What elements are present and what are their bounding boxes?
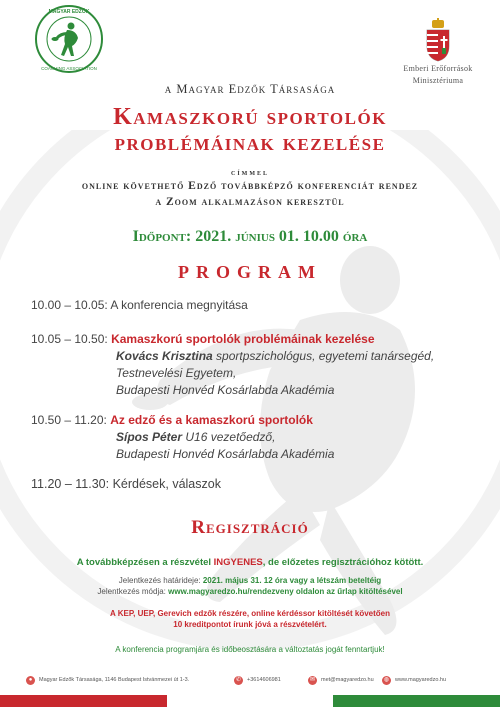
title-line2: problémáinak kezelése	[114, 130, 386, 156]
registration-intro-text: A továbbképzésen a részvétel	[76, 557, 214, 568]
organizer: a Magyar Edzők Társasága	[164, 82, 336, 96]
program-time: 11.20 – 11.30:	[31, 477, 110, 491]
bar-white	[167, 695, 334, 707]
program-time: 10.05 – 10.50:	[31, 332, 108, 346]
discus-thrower-watermark	[0, 130, 500, 690]
change-disclaimer: A konferencia programjára és időbeosztására a változtatás jogát fenntartjuk!	[115, 645, 385, 654]
met-logo-icon	[34, 4, 104, 74]
speaker-detail: Testnevelési Egyetem,	[116, 366, 237, 380]
registration-deadline	[0, 576, 500, 585]
mode-label: Jelentkezés módja:	[97, 587, 166, 596]
email-icon: ✉	[309, 676, 316, 683]
subtitle-line2: a Zoom alkalmazáson keresztül	[155, 196, 345, 208]
cimmel-label: címmel	[231, 167, 269, 177]
ministry-name-line1: Emberi Erőforrások	[403, 64, 473, 73]
registration-intro-text: , de előzetes regisztrációhoz kötött.	[262, 557, 424, 568]
coat-of-arms-icon	[425, 18, 451, 62]
address-text: Magyar Edzők Társasága, 1146 Budapest Istvánmezei út 1-3.	[39, 677, 190, 683]
footer-web[interactable]	[382, 673, 446, 687]
ministry-name-line2: Minisztériuma	[412, 76, 464, 85]
registration-mode	[0, 587, 500, 596]
program-title: Kérdések, válaszok	[112, 477, 221, 491]
globe-icon: ◍	[383, 676, 390, 683]
footer-phone[interactable]	[234, 673, 281, 687]
tricolor-bar	[0, 695, 500, 707]
registration-link[interactable]: www.magyaredzo.hu/rendezveny oldalon az űrlap kitöltésével	[168, 587, 403, 596]
speaker-detail: Budapesti Honvéd Kosárlabda Akadémia	[116, 383, 335, 397]
registration-intro	[0, 557, 500, 568]
ministry-logo	[398, 18, 478, 88]
program-title: A konferencia megnyitása	[110, 298, 248, 312]
program-item	[31, 331, 434, 399]
program-item	[31, 412, 334, 463]
svg-text:MAGYAR EDZŐK: MAGYAR EDZŐK	[48, 9, 90, 15]
program-heading: PROGRAM	[178, 262, 322, 282]
phone-text[interactable]: +3614606981	[247, 677, 281, 683]
web-text[interactable]: www.magyaredzo.hu	[395, 677, 447, 683]
speaker-detail: sportpszichológus, egyetemi tanársegéd,	[216, 349, 435, 363]
program-time: 10.50 – 11.20:	[31, 413, 107, 427]
program-title: Az edző és a kamaszkorú sportolók	[110, 413, 313, 427]
program-item	[31, 297, 248, 314]
registration-heading: Regisztráció	[191, 517, 309, 538]
title-line1: Kamaszkorú sportolók	[113, 104, 387, 130]
program-item	[31, 476, 221, 493]
program-time: 10.00 – 10.05:	[31, 298, 108, 312]
speaker-detail: Budapesti Honvéd Kosárlabda Akadémia	[116, 447, 335, 461]
met-logo	[34, 4, 104, 74]
deadline-label: Jelentkezés határideje:	[118, 576, 201, 585]
speaker-detail: U16 vezetőedző,	[185, 430, 276, 444]
footer	[26, 673, 486, 687]
credit-note-line1: A KEP, UEP, Gerevich edzők részére, online kérdéssor kitöltését követően	[110, 609, 390, 618]
location-pin-icon: ●	[26, 676, 35, 685]
phone-icon: ✆	[235, 676, 242, 683]
subtitle-line1: online követhető Edző továbbképző konferenciát rendez	[81, 180, 419, 192]
deadline-value: 2021. május 31. 12 óra vagy a létszám beteltéig	[202, 576, 382, 585]
footer-address	[26, 673, 189, 687]
event-datetime: Időpont: 2021. június 01. 10.00 óra	[132, 228, 368, 245]
program-title: Kamaszkorú sportolók problémáinak kezelése	[111, 332, 375, 346]
speaker-name: Sípos Péter	[116, 430, 183, 444]
free-badge: INGYENES	[213, 557, 263, 568]
bar-red	[0, 695, 167, 707]
speaker-name: Kovács Krisztina	[116, 349, 213, 363]
footer-email[interactable]	[308, 673, 374, 687]
email-text[interactable]: met@magyaredzo.hu	[321, 677, 374, 683]
svg-text:COACHING ASSOCIATION: COACHING ASSOCIATION	[41, 66, 97, 71]
credit-note-line2: 10 kreditpontot írunk jóvá a részvételért.	[173, 620, 327, 629]
bar-green	[333, 695, 500, 707]
